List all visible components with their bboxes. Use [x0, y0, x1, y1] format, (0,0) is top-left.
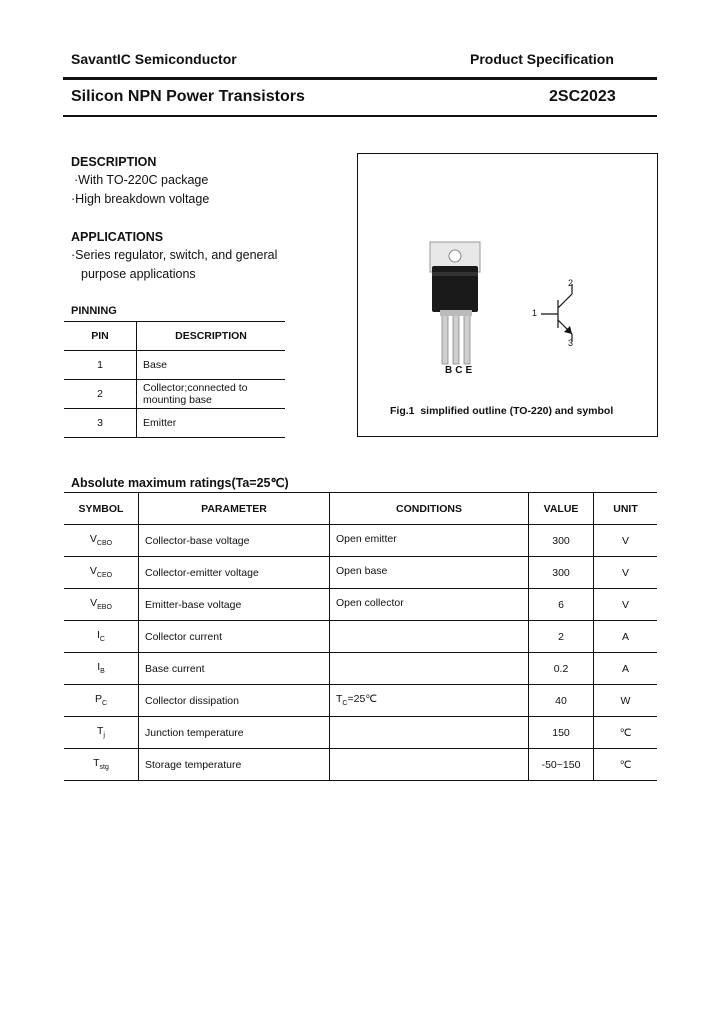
- value-cell: 6: [529, 589, 594, 621]
- value-cell: 150: [529, 717, 594, 749]
- table-row: [64, 589, 657, 621]
- table-row: [64, 685, 657, 717]
- conditions-cell: [330, 685, 529, 717]
- table-row: [64, 717, 657, 749]
- value-cell: 300: [529, 525, 594, 557]
- table-row: [64, 409, 285, 438]
- description-item: ·With TO-220C package: [74, 173, 209, 187]
- conditions-text: Open emitter: [336, 533, 397, 546]
- symbol-letter: P: [94, 693, 102, 706]
- table-row: [64, 621, 657, 653]
- unit-cell: V: [594, 525, 658, 557]
- parameter-cell: Base current: [139, 653, 330, 685]
- symbol-subscript: C: [101, 700, 108, 708]
- symbol-cell: [64, 557, 139, 589]
- column-header: DESCRIPTION: [137, 322, 286, 351]
- table-row: [64, 380, 285, 409]
- leg-label-b: B: [445, 365, 456, 376]
- symbol-cell: [64, 685, 139, 717]
- figure-caption: Fig.1 simplified outline (TO-220) and symbol: [390, 405, 614, 417]
- parameter-cell: Collector-emitter voltage: [139, 557, 330, 589]
- leg-labels: [445, 365, 475, 376]
- symbol-letter: I: [97, 629, 100, 642]
- symbol-cell: [64, 717, 139, 749]
- table-row: [64, 653, 657, 685]
- unit-cell: W: [594, 685, 658, 717]
- symbol-cell: [64, 525, 139, 557]
- column-header: SYMBOL: [64, 493, 139, 525]
- ratings-table: [64, 492, 657, 781]
- column-header: UNIT: [594, 493, 658, 525]
- conditions-cell: [330, 749, 529, 781]
- symbol-subscript: C: [99, 636, 105, 644]
- symbol-letter: I: [97, 661, 101, 674]
- pinning-table: [64, 321, 285, 438]
- description-item: ·High breakdown voltage: [71, 192, 210, 206]
- symbol-cell: [64, 749, 139, 781]
- pin-description: Emitter: [137, 409, 286, 438]
- parameter-cell: Junction temperature: [139, 717, 330, 749]
- conditions-cell: [330, 589, 529, 621]
- symbol-subscript: stg: [99, 764, 109, 772]
- parameter-cell: Collector dissipation: [139, 685, 330, 717]
- pin-number: 2: [64, 380, 137, 409]
- leg-label-c: C: [455, 365, 466, 376]
- symbol-letter: V: [89, 533, 97, 546]
- symbol-letter: T: [93, 757, 100, 770]
- figure-box: [357, 153, 658, 437]
- leg-label-e: E: [465, 365, 476, 376]
- symbol-letter: V: [89, 565, 97, 578]
- symbol-subscript: CEO: [96, 572, 113, 580]
- parameter-cell: Collector current: [139, 621, 330, 653]
- pin-description: Base: [137, 351, 286, 380]
- value-cell: 0.2: [529, 653, 594, 685]
- conditions-subscript: C: [342, 700, 348, 708]
- symbol-cell: [64, 653, 139, 685]
- pinning-title: PINNING: [71, 305, 117, 317]
- table-row: [64, 351, 285, 380]
- unit-cell: ℃: [594, 749, 658, 781]
- value-cell: 2: [529, 621, 594, 653]
- header-rule-bottom: [63, 115, 657, 117]
- symbol-cell: [64, 621, 139, 653]
- doc-type: Product Specification: [470, 51, 614, 67]
- npn-symbol-icon: [541, 284, 572, 342]
- conditions-cell: [330, 557, 529, 589]
- symbol-pin-label: 3: [568, 338, 574, 348]
- column-header: CONDITIONS: [330, 493, 529, 525]
- conditions-tail: =25℃: [347, 693, 378, 706]
- conditions-cell: [330, 717, 529, 749]
- conditions-text: Open collector: [336, 597, 404, 610]
- pin-number: 3: [64, 409, 137, 438]
- symbol-subscript: CBO: [96, 540, 113, 548]
- table-row: [64, 525, 657, 557]
- conditions-cell: [330, 621, 529, 653]
- column-header: PIN: [64, 322, 137, 351]
- unit-cell: A: [594, 621, 658, 653]
- symbol-letter: T: [97, 725, 104, 738]
- parameter-cell: Storage temperature: [139, 749, 330, 781]
- symbol-pin-label: 2: [568, 278, 574, 288]
- symbol-pin-label: 1: [532, 308, 538, 318]
- pin-number: 1: [64, 351, 137, 380]
- to220-package-image: [358, 154, 657, 436]
- table-row: [64, 749, 657, 781]
- applications-title: APPLICATIONS: [71, 230, 164, 244]
- conditions-cell: [330, 525, 529, 557]
- unit-cell: V: [594, 589, 658, 621]
- symbol-subscript: B: [100, 668, 105, 676]
- column-header: VALUE: [529, 493, 594, 525]
- parameter-cell: Collector-base voltage: [139, 525, 330, 557]
- ratings-title: Absolute maximum ratings(Ta=25℃): [71, 476, 289, 490]
- conditions-text: T: [336, 693, 343, 706]
- table-row: [64, 557, 657, 589]
- applications-line: purpose applications: [81, 267, 196, 281]
- company-name: SavantIC Semiconductor: [71, 51, 237, 67]
- conditions-text: Open base: [336, 565, 388, 578]
- symbol-subscript: EBO: [97, 604, 112, 612]
- symbol-subscript: j: [103, 732, 105, 740]
- pin-description: Collector;connected to mounting base: [137, 380, 286, 409]
- part-number: 2SC2023: [549, 88, 616, 105]
- symbol-cell: [64, 589, 139, 621]
- applications-line: ·Series regulator, switch, and general: [71, 248, 278, 262]
- description-title: DESCRIPTION: [71, 155, 157, 169]
- header-rule-top: [63, 77, 657, 80]
- product-line: Silicon NPN Power Transistors: [71, 88, 305, 105]
- value-cell: 300: [529, 557, 594, 589]
- conditions-cell: [330, 653, 529, 685]
- table-header-row: [64, 493, 657, 525]
- value-cell: -50~150: [529, 749, 594, 781]
- unit-cell: ℃: [594, 717, 658, 749]
- value-cell: 40: [529, 685, 594, 717]
- parameter-cell: Emitter-base voltage: [139, 589, 330, 621]
- symbol-letter: V: [90, 597, 98, 610]
- column-header: PARAMETER: [139, 493, 330, 525]
- unit-cell: V: [594, 557, 658, 589]
- table-header-row: [64, 322, 285, 351]
- unit-cell: A: [594, 653, 658, 685]
